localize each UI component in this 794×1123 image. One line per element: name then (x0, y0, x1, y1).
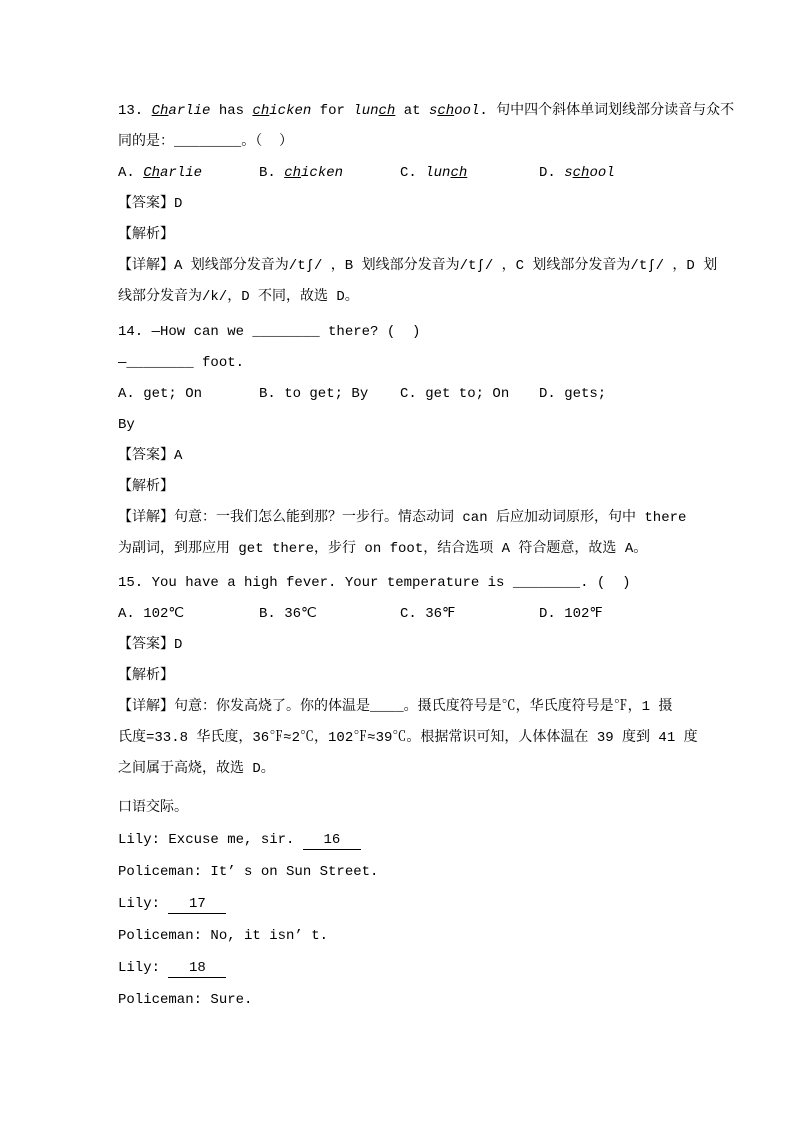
text-segment: Lily: (118, 896, 169, 912)
question-14-detail-line-2: 为副词，到那应用 get there，步行 on foot，结合选项 A 符合题意，故选 A。 (118, 541, 648, 557)
text-segment: . 句中四个斜体单词划线部分读音与众不 (479, 103, 735, 119)
text-segment: Policeman: No, it isn’ t. (118, 928, 329, 944)
option-word (284, 165, 343, 181)
dialogue-line-lily-18 (118, 952, 754, 984)
text-segment: Policeman: It’ s on Sun Street. (118, 864, 379, 880)
text-segment: s (564, 165, 573, 181)
oral-communication-block (118, 792, 754, 1016)
option-label: C. (400, 165, 426, 181)
text-segment: ool (589, 165, 615, 181)
question-13-options-row (118, 158, 754, 189)
text-segment: ool (454, 103, 480, 119)
question-13-stem-line-1 (118, 96, 754, 127)
question-13-option-d (539, 158, 615, 189)
question-15-detail-line-2: 氏度=33.8 华氏度，36℉≈2℃，102℉≈39℃。根据常识可知，人体体温在 39 度到 41 度 (118, 730, 698, 746)
text-segment: Ch (151, 103, 169, 119)
question-14-option-d: D. gets; (539, 386, 607, 402)
question-13-option-c (400, 158, 539, 189)
question-15-option-a: A. 102℃ (118, 606, 185, 622)
text-segment: 13. (118, 103, 152, 119)
text-segment: icken (269, 103, 312, 119)
text-segment: s (428, 103, 438, 119)
text-segment: arlie (160, 165, 203, 181)
question-13-detail-line-1: 【详解】A 划线部分发音为/tʃ/ ，B 划线部分发音为/tʃ/ ，C 划线部分发音为/tʃ/ ，D 划 (118, 258, 718, 274)
dialogue-line-policeman-3 (118, 984, 754, 1016)
question-15-option-c: C. 36℉ (400, 606, 456, 622)
dialogue-line-policeman-2 (118, 920, 754, 952)
option-word (143, 165, 202, 181)
text-segment: ch (252, 103, 270, 119)
question-15-options-row (118, 599, 754, 630)
option-label: A. (118, 165, 144, 181)
question-15-option-d: D. 102℉ (539, 606, 603, 622)
dialogue-line-policeman-1 (118, 856, 754, 888)
question-14-stem-line-1: 14. —How can we ________ there? ( ) (118, 324, 421, 340)
text-segment: lun (425, 165, 451, 181)
question-14-analysis-label: 【解析】 (118, 479, 174, 495)
question-15-answer: 【答案】D (118, 637, 183, 653)
text-segment: at (395, 103, 429, 119)
question-14-option-a: A. get; On (118, 386, 203, 402)
question-14-option-c: C. get to; On (400, 386, 510, 402)
question-14-block (118, 317, 754, 565)
question-13-analysis-label: 【解析】 (118, 227, 174, 243)
text-segment: ch (450, 165, 468, 181)
fill-in-blank: 18 (168, 959, 226, 978)
option-label: B. (259, 165, 285, 181)
text-segment: ch (437, 103, 455, 119)
text-segment: Lily: (118, 960, 169, 976)
question-13-detail-line-2: 线部分发音为/k/，D 不同，故选 D。 (118, 289, 359, 305)
oral-communication-header: 口语交际。 (118, 800, 188, 816)
question-15-option-b: B. 36℃ (259, 606, 317, 622)
text-segment: lun (353, 103, 379, 119)
question-13-stem-line-2: 同的是：________。（ ） (118, 134, 294, 150)
question-14-options-row (118, 379, 754, 410)
option-label: D. (539, 165, 565, 181)
question-14-answer: 【答案】A (118, 448, 183, 464)
text-segment: Policeman: Sure. (118, 992, 253, 1008)
question-14-option-d-overflow: By (118, 417, 135, 433)
question-15-block (118, 568, 754, 785)
option-word (564, 165, 614, 181)
dialogue-line-lily-17 (118, 888, 754, 920)
question-15-analysis-label: 【解析】 (118, 668, 174, 684)
text-segment: icken (301, 165, 344, 181)
question-15-stem-line-1: 15. You have a high fever. Your temperature is ________. ( ) (118, 575, 631, 591)
text-segment: Ch (143, 165, 161, 181)
question-15-detail-line-1: 【详解】句意：你发高烧了。你的体温是____。摄氏度符号是℃，华氏度符号是℉，1 摄 (118, 699, 673, 715)
question-14-option-b: B. to get; By (259, 386, 369, 402)
fill-in-blank: 16 (303, 831, 361, 850)
dialogue-line-lily-16 (118, 824, 754, 856)
question-13-option-a (118, 158, 259, 189)
question-14-detail-line-1: 【详解】句意：一我们怎么能到那？一步行。情态动词 can 后应加动词原形，句中 there (118, 510, 687, 526)
question-15-detail-line-3: 之间属于高烧，故选 D。 (118, 761, 275, 777)
text-segment: ch (572, 165, 590, 181)
question-13-block (118, 96, 754, 313)
text-segment: for (311, 103, 354, 119)
option-word (425, 165, 467, 181)
text-segment: ch (284, 165, 302, 181)
text-segment: arlie (168, 103, 211, 119)
text-segment: ch (378, 103, 396, 119)
question-13-answer: 【答案】D (118, 196, 183, 212)
question-13-option-b (259, 158, 400, 189)
fill-in-blank: 17 (168, 895, 226, 914)
question-14-stem-line-2: —________ foot. (118, 355, 245, 371)
text-segment: Lily: Excuse me, sir. (118, 832, 303, 848)
text-segment: has (210, 103, 253, 119)
